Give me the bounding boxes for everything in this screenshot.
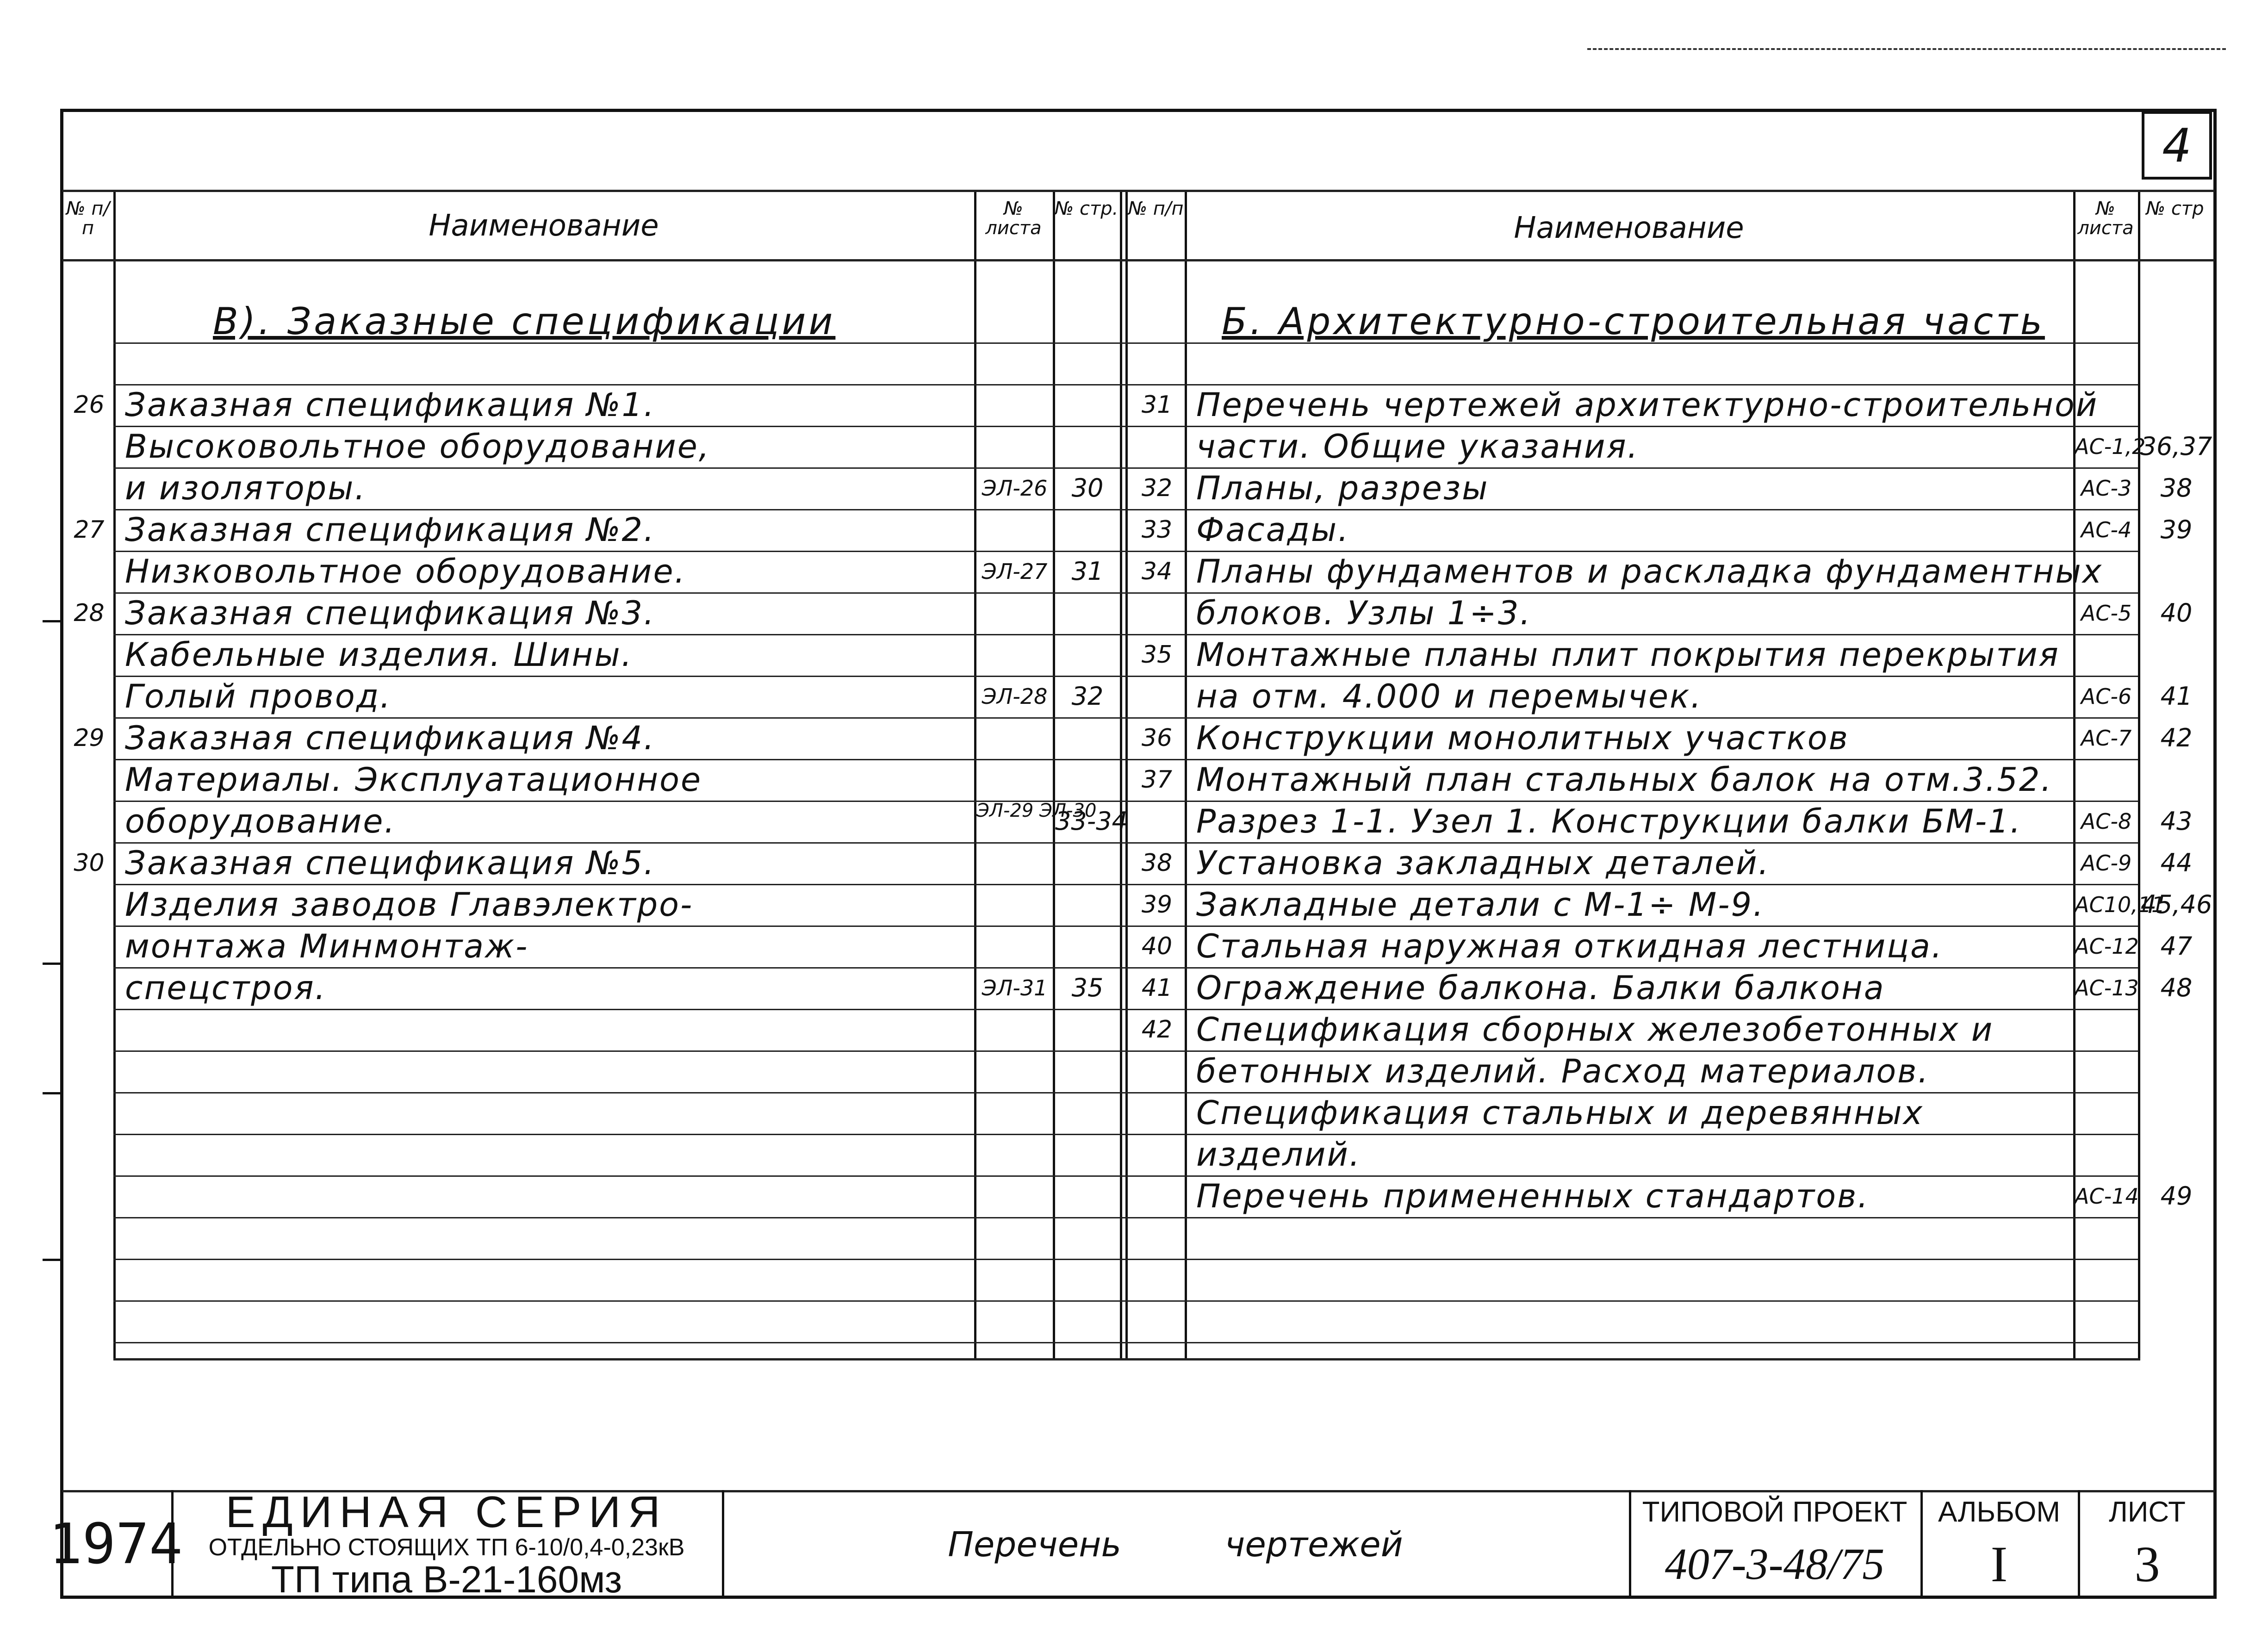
row-page xyxy=(2139,1009,2213,1050)
row-name: Заказная спецификация №2. xyxy=(125,511,656,549)
row-number xyxy=(65,634,113,676)
row-name: Фасады. xyxy=(1196,511,1350,549)
series-line2: ОТДЕЛЬНО СТОЯЩИХ ТП 6-10/0,4-0,23кВ xyxy=(208,1534,685,1561)
row-number: 36 xyxy=(1141,724,1173,752)
row-sheet: АС-3 xyxy=(2081,476,2132,501)
row-name: Стальная наружная откидная лестница. xyxy=(1196,927,1944,965)
album-box xyxy=(1920,1490,2078,1599)
row-number xyxy=(1129,801,1185,842)
row-name: Разрез 1-1. Узел 1. Конструкции балки БМ-1. xyxy=(1196,802,2022,840)
row-page xyxy=(1055,926,1120,967)
row-sheet xyxy=(976,717,1053,759)
titleblock-divider xyxy=(171,1490,174,1599)
row-page: 49 xyxy=(2160,1181,2193,1211)
row-page xyxy=(1055,509,1120,551)
grid-line xyxy=(113,884,2138,885)
row-sheet xyxy=(2075,1092,2138,1134)
project-box xyxy=(1629,1490,1920,1599)
row-number: 27 xyxy=(74,516,105,544)
row-name: изделий. xyxy=(1196,1136,1361,1174)
row-page: 45,46 xyxy=(2140,890,2212,919)
row-page xyxy=(1055,592,1120,634)
row-number xyxy=(1129,676,1185,717)
row-name: Закладные детали с М-1÷ М-9. xyxy=(1196,886,1765,924)
grid-line xyxy=(1125,190,1128,1358)
row-page xyxy=(2139,1092,2213,1134)
row-page: 32 xyxy=(1071,682,1104,711)
grid-line xyxy=(113,1050,2138,1052)
row-number: 26 xyxy=(74,391,105,419)
header-name-left: Наименование xyxy=(429,209,659,243)
row-sheet: АС-7 xyxy=(2081,726,2132,751)
row-sheet: ЭЛ-31 xyxy=(982,975,1048,1000)
header-name-right: Наименование xyxy=(1514,211,1744,245)
margin-tick xyxy=(43,620,60,622)
row-sheet: АС-13 xyxy=(2075,975,2139,1000)
grid-line xyxy=(113,509,2138,510)
grid-line xyxy=(113,926,2138,927)
row-name: Перечень примененных стандартов. xyxy=(1196,1177,1870,1215)
series-line1: ЕДИНАЯ СЕРИЯ xyxy=(225,1487,668,1537)
row-sheet xyxy=(2075,759,2138,801)
sheet-value: 3 xyxy=(2134,1536,2160,1592)
row-name: Голый провод. xyxy=(125,677,392,715)
right-section-title: Б. Архитектурно-строительная часть xyxy=(1222,300,2045,343)
grid-line xyxy=(1185,190,1187,1358)
year-stamp: 1974 xyxy=(49,1512,183,1577)
row-number: 41 xyxy=(1141,974,1173,1002)
row-sheet: ЭЛ-28 xyxy=(982,684,1048,709)
row-name: на отм. 4.000 и перемычек. xyxy=(1196,677,1703,715)
row-page: 48 xyxy=(2160,973,2193,1002)
grid-line xyxy=(113,1009,2138,1010)
row-name: Заказная спецификация №5. xyxy=(125,844,656,882)
row-number: 28 xyxy=(74,599,105,627)
row-number xyxy=(65,426,113,467)
row-name: Спецификация стальных и деревянных xyxy=(1196,1094,1924,1132)
grid-line xyxy=(113,717,2138,719)
grid-line xyxy=(113,342,2138,344)
row-name: монтажа Минмонтаж- xyxy=(125,927,529,965)
row-name: Изделия заводов Главэлектро- xyxy=(125,886,694,924)
row-sheet xyxy=(976,634,1053,676)
row-number xyxy=(1129,1175,1185,1217)
header-sheet-left: № листа xyxy=(985,198,1042,239)
series-line3: ТП типа В-21-160мз xyxy=(271,1559,622,1601)
row-number: 37 xyxy=(1141,766,1173,794)
row-sheet xyxy=(2075,1134,2138,1175)
grid-line xyxy=(113,759,2138,760)
row-page xyxy=(1055,884,1120,926)
row-name: части. Общие указания. xyxy=(1196,428,1639,466)
grid-line xyxy=(113,1092,2138,1093)
row-page xyxy=(1055,759,1120,801)
row-number: 38 xyxy=(1141,849,1173,877)
row-name: Заказная спецификация №1. xyxy=(125,386,656,424)
row-number: 34 xyxy=(1141,558,1173,585)
row-sheet xyxy=(976,509,1053,551)
row-page: 31 xyxy=(1071,557,1104,586)
row-sheet xyxy=(2075,1050,2138,1092)
header-sheet-right: № листа xyxy=(2077,198,2134,239)
row-sheet: АС-5 xyxy=(2081,601,2132,626)
row-page xyxy=(1055,426,1120,467)
row-sheet: АС-14 xyxy=(2075,1184,2139,1209)
row-number: 32 xyxy=(1141,474,1173,502)
row-number: 29 xyxy=(74,724,105,752)
grid-line xyxy=(1120,190,1122,1358)
row-number xyxy=(65,551,113,592)
row-number xyxy=(65,801,113,842)
row-page: 42 xyxy=(2160,723,2193,752)
row-name: Ограждение балкона. Балки балкона xyxy=(1196,969,1885,1007)
row-name: Заказная спецификация №4. xyxy=(125,719,656,757)
corner-page-number: 4 xyxy=(2142,111,2212,180)
row-name: Кабельные изделия. Шины. xyxy=(125,636,633,674)
row-number xyxy=(65,884,113,926)
row-number: 31 xyxy=(1141,391,1173,419)
row-sheet: АС10,11 xyxy=(2075,892,2165,917)
row-sheet xyxy=(976,426,1053,467)
row-sheet xyxy=(2075,634,2138,676)
titleblock-top-rule xyxy=(62,1490,2214,1492)
grid-line xyxy=(113,1217,2138,1218)
row-sheet xyxy=(976,592,1053,634)
row-page xyxy=(2139,551,2213,592)
row-sheet xyxy=(976,884,1053,926)
row-page: 39 xyxy=(2160,515,2193,544)
row-page xyxy=(2139,634,2213,676)
row-sheet: АС-1,2 xyxy=(2075,434,2146,459)
grid-line xyxy=(113,467,2138,469)
row-name: бетонных изделий. Расход материалов. xyxy=(1196,1052,1930,1090)
row-sheet: АС-8 xyxy=(2081,809,2132,834)
row-page xyxy=(2139,1134,2213,1175)
titleblock-divider xyxy=(722,1490,724,1599)
grid-line xyxy=(113,676,2138,677)
grid-line xyxy=(113,1175,2138,1177)
project-value: 407-3-48/75 xyxy=(1665,1539,1885,1589)
row-sheet xyxy=(976,842,1053,884)
row-name: Планы фундаментов и раскладка фундаментных xyxy=(1196,553,2103,590)
drawing-title: Перечень чертежей xyxy=(948,1524,1403,1565)
grid-line xyxy=(2138,190,2140,1358)
grid-line xyxy=(113,592,2138,594)
row-sheet: АС-4 xyxy=(2081,517,2132,542)
row-page: 43 xyxy=(2160,807,2193,836)
row-name: Высоковольтное оборудование, xyxy=(125,428,711,466)
header-no-right: № п/п xyxy=(1128,198,1184,219)
margin-tick xyxy=(43,1092,60,1094)
row-name: Спецификация сборных железобетонных и xyxy=(1196,1011,1994,1049)
header-page-left: № стр. xyxy=(1054,198,1118,219)
row-sheet xyxy=(2075,1009,2138,1050)
header-no-left: № п/п xyxy=(66,198,110,239)
header-bottom-rule xyxy=(62,259,2214,261)
row-page: 41 xyxy=(2160,682,2193,711)
row-page xyxy=(2139,384,2213,426)
row-number xyxy=(1129,1092,1185,1134)
row-page xyxy=(2139,1050,2213,1092)
row-page xyxy=(1055,717,1120,759)
row-number xyxy=(1129,426,1185,467)
row-number xyxy=(65,926,113,967)
margin-tick xyxy=(43,963,60,965)
grid-line xyxy=(113,1300,2138,1302)
row-number xyxy=(65,467,113,509)
row-name: Установка закладных деталей. xyxy=(1196,844,1770,882)
row-sheet xyxy=(2075,551,2138,592)
sheet-label: ЛИСТ xyxy=(2109,1496,2186,1528)
row-name: и изоляторы. xyxy=(125,469,367,507)
row-sheet: АС-12 xyxy=(2075,934,2139,959)
margin-tick xyxy=(43,1259,60,1261)
grid-line xyxy=(113,801,2138,802)
titleblock-divider xyxy=(2078,1490,2080,1599)
row-sheet: АС-9 xyxy=(2081,851,2132,876)
grid-line xyxy=(113,1259,2138,1260)
row-sheet xyxy=(976,759,1053,801)
row-page xyxy=(1055,634,1120,676)
row-page: 33-34 xyxy=(1055,807,1128,836)
row-number xyxy=(65,759,113,801)
header-top-rule xyxy=(62,190,2214,192)
grid-line xyxy=(113,842,2138,844)
row-name: Конструкции монолитных участков xyxy=(1196,719,1849,757)
row-page xyxy=(1055,384,1120,426)
row-page: 44 xyxy=(2160,848,2193,877)
row-number: 35 xyxy=(1141,641,1173,669)
row-sheet: ЭЛ-26 xyxy=(982,476,1048,501)
grid-line xyxy=(113,551,2138,552)
grid-line xyxy=(113,384,2138,385)
grid-line xyxy=(113,1342,2138,1343)
row-sheet: АС-6 xyxy=(2081,684,2132,709)
sheet-box xyxy=(2078,1490,2217,1599)
row-page: 38 xyxy=(2160,473,2193,503)
row-name: Планы, разрезы xyxy=(1196,469,1489,507)
row-name: Монтажные планы плит покрытия перекрытия xyxy=(1196,636,2060,674)
row-number xyxy=(1129,592,1185,634)
album-label: АЛЬБОМ xyxy=(1938,1496,2060,1528)
grid-line xyxy=(113,190,116,1358)
top-dashed-line xyxy=(1587,48,2226,50)
project-label: ТИПОВОЙ ПРОЕКТ xyxy=(1642,1496,1908,1528)
row-number xyxy=(1129,1050,1185,1092)
grid-line xyxy=(1053,190,1055,1358)
row-page: 47 xyxy=(2160,932,2193,961)
row-page: 36,37 xyxy=(2140,432,2212,461)
grid-line xyxy=(113,1134,2138,1135)
row-page xyxy=(2139,759,2213,801)
grid-line xyxy=(113,426,2138,427)
row-number xyxy=(1129,1134,1185,1175)
grid-line xyxy=(974,190,976,1358)
row-name: Материалы. Эксплуатационное xyxy=(125,761,702,799)
titleblock-divider xyxy=(1629,1490,1631,1599)
row-page: 30 xyxy=(1071,473,1104,503)
row-sheet xyxy=(976,926,1053,967)
row-page: 40 xyxy=(2160,598,2193,627)
row-number: 30 xyxy=(74,849,105,877)
row-number: 33 xyxy=(1141,516,1173,544)
series-block xyxy=(171,1487,722,1601)
row-sheet: ЭЛ-27 xyxy=(982,559,1048,584)
row-sheet xyxy=(2075,384,2138,426)
row-sheet: ЭЛ-29 ЭЛ-30 xyxy=(976,800,1097,821)
titleblock-divider xyxy=(1920,1490,1923,1599)
row-name: Перечень чертежей архитектурно-строительной xyxy=(1196,386,2099,424)
row-name: спецстроя. xyxy=(125,969,327,1007)
grid-line xyxy=(2073,190,2075,1358)
album-value: I xyxy=(1990,1536,2008,1592)
row-name: оборудование. xyxy=(125,802,396,840)
right-border xyxy=(2214,190,2217,1490)
row-sheet xyxy=(976,384,1053,426)
row-number xyxy=(65,676,113,717)
row-page xyxy=(1055,842,1120,884)
left-section-title: В). Заказные спецификации xyxy=(213,300,836,343)
row-number: 42 xyxy=(1141,1016,1173,1044)
row-number xyxy=(65,967,113,1009)
row-number: 39 xyxy=(1141,891,1173,919)
row-number: 40 xyxy=(1141,932,1173,960)
row-name: Заказная спецификация №3. xyxy=(125,594,656,632)
header-page-right: № стр xyxy=(2146,198,2204,219)
grid-line xyxy=(113,967,2138,969)
row-name: Низковольтное оборудование. xyxy=(125,553,686,590)
grid-line xyxy=(113,634,2138,635)
table-bottom-rule xyxy=(113,1358,2140,1360)
row-page: 35 xyxy=(1071,973,1104,1002)
row-name: Монтажный план стальных балок на отм.3.52. xyxy=(1196,761,2053,799)
row-name: блоков. Узлы 1÷3. xyxy=(1196,594,1532,632)
